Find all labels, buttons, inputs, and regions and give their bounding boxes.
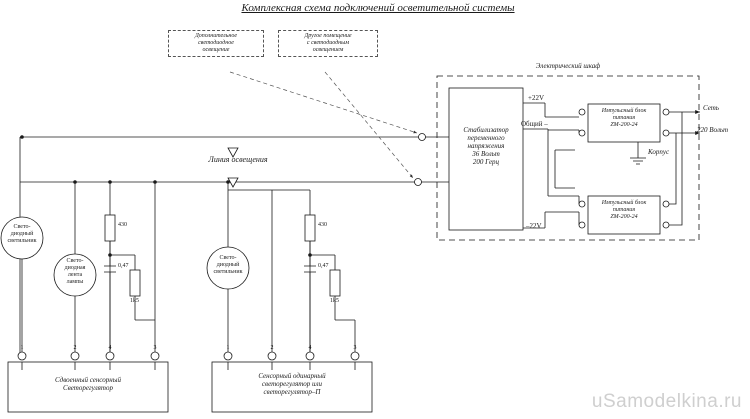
bus-label: Линия освещения: [208, 155, 268, 164]
terminal-common-label: Общий –: [521, 120, 548, 128]
stabilizer-line-5: 200 Герц: [472, 158, 500, 167]
right-dimmer-box-line-2: светорегулятор или: [261, 380, 323, 389]
cabinet-label: Электрический шкаф: [535, 62, 601, 70]
psu-top-line-2: питания: [612, 114, 636, 121]
right-capacitor-label: 0,47: [318, 263, 329, 269]
terminal-plus-label: +22V: [528, 94, 545, 102]
right-dimmer-box-label: [212, 372, 372, 396]
callout-additional-led-line1: Дополнительное: [194, 33, 238, 39]
stabilizer-line-3: напряжения: [467, 142, 505, 151]
callout-other-room-line1: Другое помещение: [304, 33, 352, 39]
callout-other-room: [278, 30, 378, 57]
callout-other-room-line2: с светодиодным: [306, 39, 350, 46]
right-terminal-1: 1: [226, 345, 230, 351]
left-resistor-430-label: 430: [118, 222, 127, 228]
psu-top-line-1: Импульсный блок: [601, 108, 647, 114]
right-lamp-1-line-2: диодный: [216, 261, 240, 268]
psu-bottom-line-1: Импульсный блок: [601, 200, 647, 206]
left-lamp-2-line-4: лампы: [66, 278, 84, 285]
callout-additional-led-line3: освещение: [202, 46, 230, 53]
psu-top: [588, 108, 660, 129]
left-dimmer-box-label: [8, 376, 168, 392]
page-title: Комплексная схема подключений осветительной системы: [241, 2, 515, 14]
left-dimmer-box-line-2: Светорегулятор: [63, 384, 113, 393]
left-terminal-4: 4: [108, 345, 112, 351]
left-lamp-2-label: [55, 258, 95, 286]
left-lamp-2-line-3: лента: [67, 271, 83, 278]
left-terminal-1: 1: [20, 345, 24, 351]
left-lamp-1-line-2: диодный: [10, 230, 34, 237]
chassis-label: Корпус: [648, 148, 670, 156]
left-capacitor-label: 0,47: [118, 263, 129, 269]
stabilizer-line-1: Стабилизатор: [463, 126, 509, 134]
right-terminal-4: 4: [308, 345, 312, 351]
stabilizer-block: [449, 126, 523, 166]
right-lamp-1-line-3: светильник: [213, 268, 243, 275]
callout-other-room-line3: освещением: [312, 46, 344, 53]
psu-top-line-3: ZM-200-24: [610, 121, 638, 128]
right-resistor-430-label: 430: [318, 222, 327, 228]
right-terminal-2: 2: [270, 345, 274, 351]
right-lamp-1-line-1: Свето-: [219, 255, 237, 261]
left-terminal-3: 3: [153, 345, 157, 351]
left-lamp-1-line-3: светильник: [7, 237, 37, 244]
left-lamp-2-line-1: Свето-: [66, 258, 84, 264]
stabilizer-line-2: переменного: [467, 134, 505, 143]
right-dimmer-box-line-1: Сенсорный одинарный: [258, 372, 326, 380]
left-terminal-2: 2: [73, 345, 77, 351]
left-lamp-2-line-2: диодная: [64, 264, 86, 271]
mains-label-line1: Сеть: [703, 104, 719, 112]
right-resistor-1k5-label: 1k5: [330, 298, 339, 304]
callout-additional-led-line2: светодиодное: [198, 39, 234, 46]
mains-label-line2: 220 Вольт: [697, 126, 729, 134]
left-dimmer-box-line-1: Сдвоенный сенсорный: [55, 376, 121, 384]
left-lamp-1-label: [2, 224, 42, 245]
left-resistor-1k5-label: 1k5: [130, 298, 139, 304]
psu-bottom-line-3: ZM-200-24: [610, 213, 638, 220]
psu-bottom-line-2: питания: [612, 206, 636, 213]
right-terminal-3: 3: [353, 345, 357, 351]
right-dimmer-box-line-3: светорегулятор–П: [263, 388, 321, 397]
stabilizer-line-4: 36 Вольт: [472, 150, 500, 159]
watermark: uSamodelkina.ru: [591, 391, 742, 412]
right-lamp-1-label: [208, 255, 248, 276]
psu-bottom: [588, 200, 660, 221]
left-lamp-1-line-1: Свето-: [13, 224, 31, 230]
callout-additional-led: [168, 30, 264, 57]
terminal-minus-label: –22V: [526, 222, 542, 230]
